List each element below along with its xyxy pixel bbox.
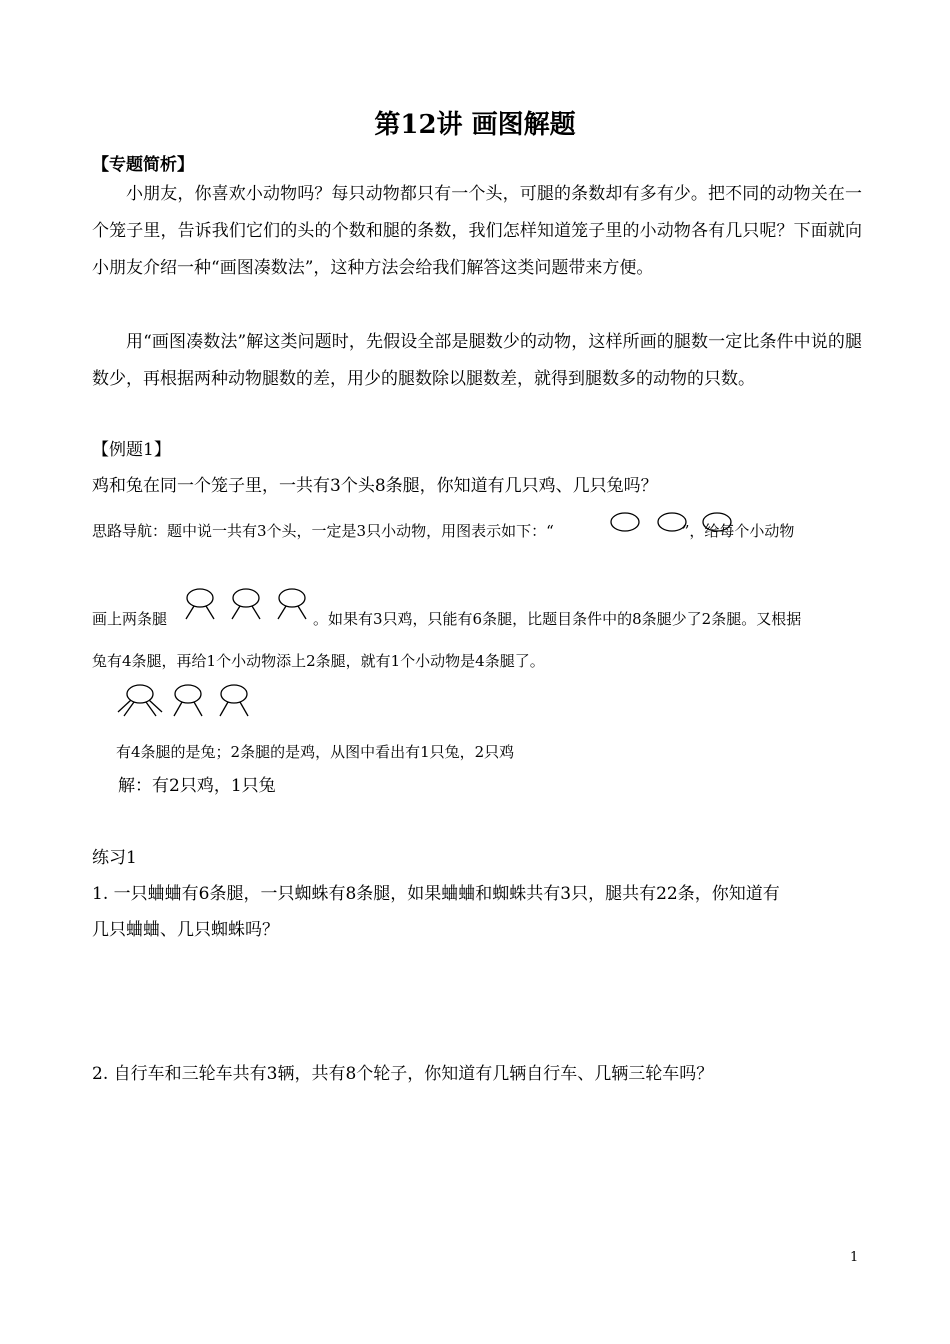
two-legged-animal (174, 685, 202, 716)
intro-paragraph-1: 小朋友，你喜欢小动物吗？每只动物都只有一个头，可腿的条数却有多有少。把不同的动物关在一个笼子里，告诉我们它们的头的个数和腿的条数，我们怎样知道笼子里的小动物各有几只呢？下面就向小朋友介绍一种“画图凑数法”，这种方法会给我们解答这类问题带来方便。 (92, 184, 862, 278)
two-legged-animals-figure (176, 586, 322, 622)
two-legged-animal (278, 589, 306, 619)
animal-head (611, 513, 639, 531)
three-heads-figure (608, 510, 738, 536)
two-legged-animal (186, 589, 214, 619)
hint-line-1-after: ”，给每个小动物 (681, 522, 795, 540)
example-conclusion: 有4条腿的是兔；2条腿的是鸡，从图中看出有1只兔，2只鸡 (116, 743, 515, 761)
intro-paragraph-2: 用“画图凑数法”解这类问题时，先假设全部是腿数少的动物，这样所画的腿数一定比条件中说的腿数少，再根据两种动物腿数的差，用少的腿数除以腿数差，就得到腿数多的动物的只数。 (92, 332, 862, 389)
practice-heading: 练习1 (92, 848, 137, 868)
hint-line-3: 兔有4条腿，再给1个小动物添上2条腿，就有1个小动物是4条腿了。 (92, 652, 545, 670)
animal-head (703, 513, 731, 531)
section-heading-intro: 【专题简析】 (92, 155, 194, 175)
page-title: 第12讲 画图解题 (374, 110, 576, 140)
hint-line-2-after: 。如果有3只鸡，只能有6条腿，比题目条件中的8条腿少了2条腿。又根据 (313, 610, 802, 628)
practice-question-1-line-1: 1. 一只蛐蛐有6条腿，一只蜘蛛有8条腿，如果蛐蛐和蜘蛛共有3只，腿共有22条，你知道有 (92, 884, 780, 904)
example-answer: 解：有2只鸡，1只兔 (118, 776, 276, 796)
hint-line-2-before: 画上两条腿 (92, 610, 168, 628)
rabbit-and-chickens-figure (112, 682, 262, 722)
practice-question-1-line-2: 几只蛐蛐、几只蜘蛛吗？ (92, 920, 279, 940)
four-legged-animal (118, 685, 162, 716)
hint-line-1-before: 思路导航：题中说一共有3个头，一定是3只小动物，用图表示如下：“ (92, 522, 554, 540)
two-legged-animal (220, 685, 248, 716)
practice-question-2: 2. 自行车和三轮车共有3辆，共有8个轮子，你知道有几辆自行车、几辆三轮车吗？ (92, 1064, 714, 1084)
animal-head (658, 513, 686, 531)
two-legged-animal (232, 589, 260, 619)
page-number: 1 (850, 1250, 859, 1265)
example-heading: 【例题1】 (92, 440, 171, 460)
example-question: 鸡和兔在同一个笼子里，一共有3个头8条腿，你知道有几只鸡、几只兔吗？ (92, 476, 658, 496)
